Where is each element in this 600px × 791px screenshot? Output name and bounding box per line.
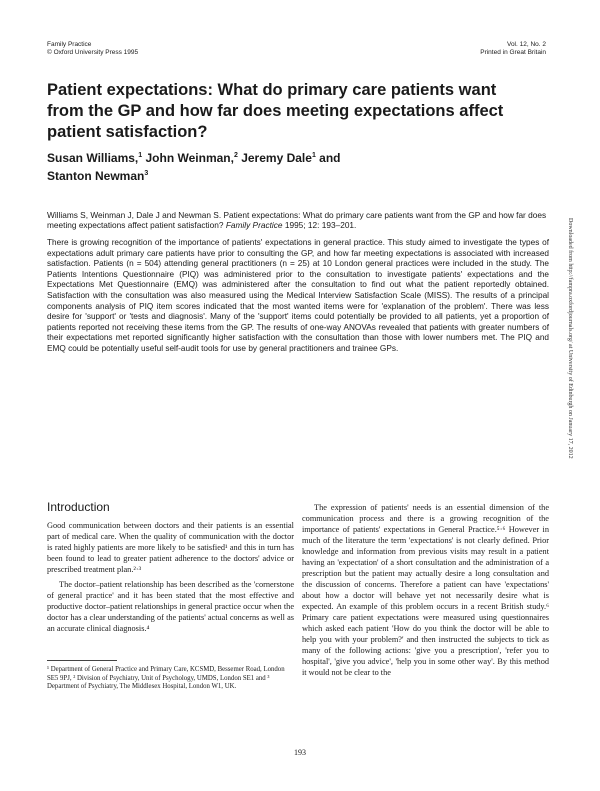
author-name: John Weinman,	[142, 151, 234, 165]
right-column	[302, 502, 549, 678]
page-number: 193	[294, 748, 306, 757]
author-name: Jeremy Dale	[237, 151, 312, 165]
running-header-left	[47, 41, 138, 57]
paragraph: The doctor–patient relationship has been described as the 'cornerstone of general practice' and it has been stated that the most effective and productive doctor–patient relationships in general practice occur when the doctor has a clear understanding of the patients' actual concerns as well as an accurate clinical diagnosis.⁴	[47, 580, 294, 633]
paragraph: The expression of patients' needs is an essential dimension of the communication process and there is a growing recognition of the importance of patients' expectations in General Practice.⁵·⁶ However in much of the literature the term 'expectations' is not clearly defined. Prior knowledge and information from previous visits may result in a patient having an 'expectation' of a short consultation and the administration of a prescription but the patient may actually desire a long consultation and the discussion of concerns. Therefore a patient can have 'expectations' about how a doctor will behave yet not necessarily desire what is expected. An example of this problem occurs in a recent British study.⁶ Primary care patient expectations were measured using questionnaires which asked each patient 'How do you think the doctor will be able to help you with your problem?' and then instructed the subjects to tick as many of the following actions: 'give you a prescription', 'refer you to hospital', 'give you advice', 'help you in some other way'. By this method it would not be clear to the	[302, 503, 549, 677]
citation-text: Williams S, Weinman J, Dale J and Newman S. Patient expectations: What do primary care patients want from the GP and how far does meeting expectations affect patient satisfaction?	[47, 210, 547, 231]
article-title: Patient expectations: What do primary care patients want from the GP and how far does meeting expectations affect patient satisfaction?	[47, 81, 504, 141]
left-column	[47, 500, 294, 634]
copyright-line: © Oxford University Press 1995	[47, 49, 139, 56]
paragraph: Good communication between doctors and their patients is an essential part of medical care. When the quality of communication with the doctor is rated highly patients are more likely to be satisfied¹ and this in turn has been found to lead to greater patient adherence to the doctors' advice or prescribed treatment plan.²·³	[47, 521, 294, 574]
printed-in: Printed in Great Britain	[480, 49, 546, 56]
affiliation-marker: 3	[144, 170, 149, 177]
abstract: There is growing recognition of the importance of patients' expectations in general practice. This study aimed to investigate the types of expectations adult primary care patients have prior to consulting the GP, and how far meeting expectations is associated with increased satisfaction. Patients (n = 504) attending general practitioners (n = 25) at 10 London general practices were included in the study. The Patients Intentions Questionnaire (PIQ) was administered prior to the consultation to investigate patients' expectations and the Expectations Met Questionnaire (EMQ) was administered after the consultation to find out what the patient reportedly obtained. Satisfaction with the consultation was also measured using the Medical Interview Satisfaction Scale (MISS). The results of a principal components analysis of PIQ item scores indicated that the most wanted items were for 'explanation of the problem'. There was less desire for 'support' or 'tests and diagnosis'. Many of the 'support' items could potentially be provided to all patients, yet a proportion of patients reported not receiving these items from the GP. The results of one-way ANOVAs revealed that patients with greater numbers of their expectations met reported significantly higher satisfaction with the consultation than those with lower numbers met. The PIQ and EMQ could be potentially useful self-audit tools for use by general practitioners and trainee GPs.	[47, 238, 549, 353]
affiliation-marker: 1	[311, 152, 316, 159]
author-name: Stanton Newman	[47, 169, 145, 183]
running-header-right	[480, 41, 546, 57]
download-watermark	[565, 218, 575, 558]
download-watermark-text: Downloaded from http://fampra.oxfordjournals.org/ at University of Edinburgh on January 17, 2012	[567, 218, 573, 459]
citation-details: 1995; 12: 193–201.	[282, 220, 357, 231]
citation-journal: Family Practice	[225, 220, 283, 231]
footnote-divider	[47, 660, 117, 661]
affiliation-marker: 1	[138, 152, 143, 159]
journal-name: Family Practice	[47, 41, 92, 48]
affiliation-footnotes: ¹ Department of General Practice and Primary Care, KCSMD, Bessemer Road, London SE5 9PJ, ² Division of Psychiatry, Unit of Psychology, UMDS, London SE1 and ³ Department of Psychiatry, The Middlesex Hospital, London W1, UK.	[47, 666, 285, 691]
author-list	[47, 148, 447, 184]
affiliation-marker: 2	[233, 152, 238, 159]
citation	[47, 210, 547, 231]
volume-info: Vol. 12, No. 2	[506, 41, 546, 48]
author-conjunction: and	[315, 151, 341, 165]
author-name: Susan Williams,	[47, 151, 139, 165]
section-heading: Introduction	[47, 500, 110, 514]
